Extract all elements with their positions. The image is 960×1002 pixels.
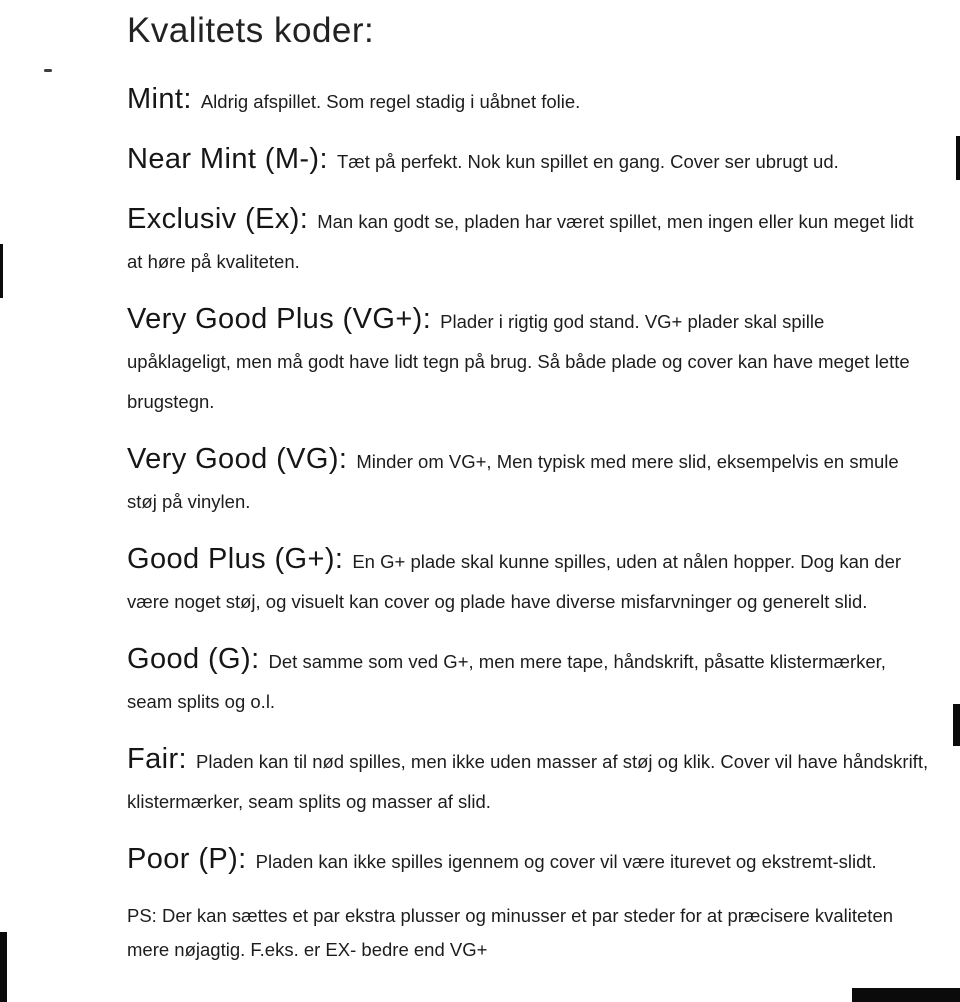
scan-mark-right-edge-mid xyxy=(953,704,960,746)
ps-note: PS: Der kan sættes et par ekstra plusser og minusser et par steder for at præcisere kvaliteten mere nøjagtig. F.eks. er EX- bedre end VG+ xyxy=(127,905,894,960)
grade-entry-very-good xyxy=(127,439,932,522)
grade-description: Tæt på perfekt. Nok kun spillet en gang. Cover ser ubrugt ud. xyxy=(336,151,839,172)
scan-mark-right-edge-top xyxy=(956,136,960,180)
scan-mark-left-edge xyxy=(0,244,3,298)
grade-term: Very Good Plus (VG+): xyxy=(127,303,432,335)
grade-description: Pladen kan ikke spilles igennem og cover vil være iturevet og ekstremt-slidt. xyxy=(255,851,877,872)
grade-entry-near-mint xyxy=(127,139,932,182)
grade-entry-very-good-plus xyxy=(127,299,932,422)
grade-description: Man kan godt se, pladen har været spillet, men ingen eller kun meget lidt at høre på kvaliteten. xyxy=(127,211,914,272)
scan-mark-bottom-left xyxy=(0,932,7,1002)
grade-entry-fair xyxy=(127,739,932,822)
grade-term: Mint: xyxy=(127,83,192,115)
grade-term: Exclusiv (Ex): xyxy=(127,203,309,235)
grade-entry-poor xyxy=(127,839,932,882)
document-title: Kvalitets koder: xyxy=(127,11,375,50)
grade-description: En G+ plade skal kunne spilles, uden at nålen hopper. Dog kan der være noget støj, og visuelt kan cover og plade have diverse misfarvninger og generelt slid. xyxy=(127,551,902,612)
grade-entry-exclusiv xyxy=(127,199,932,282)
grade-description: Det samme som ved G+, men mere tape, håndskrift, påsatte klistermærker, seam splits og o.l. xyxy=(127,651,886,712)
grade-entry-good xyxy=(127,639,932,722)
grade-entry-mint xyxy=(127,79,932,122)
grade-description: Aldrig afspillet. Som regel stadig i uåbnet folie. xyxy=(200,91,581,112)
grade-description: Pladen kan til nød spilles, men ikke uden masser af støj og klik. Cover vil have håndskrift, klistermærker, seam splits og masser af slid. xyxy=(127,751,929,812)
grade-term: Very Good (VG): xyxy=(127,443,348,475)
grade-description: Minder om VG+, Men typisk med mere slid, eksempelvis en smule støj på vinylen. xyxy=(127,451,899,512)
scan-mark-bottom-right xyxy=(852,988,960,1002)
grade-term: Good Plus (G+): xyxy=(127,543,344,575)
grade-entry-good-plus xyxy=(127,539,932,622)
grade-description: Plader i rigtig god stand. VG+ plader skal spille upåklageligt, men må godt have lidt tegn på brug. Så både plade og cover kan have meget lette brugstegn. xyxy=(127,311,910,412)
grade-term: Poor (P): xyxy=(127,843,247,875)
grade-term: Near Mint (M-): xyxy=(127,143,328,175)
grade-term: Good (G): xyxy=(127,643,260,675)
scan-mark-top-left xyxy=(44,69,52,72)
grade-term: Fair: xyxy=(127,743,187,775)
